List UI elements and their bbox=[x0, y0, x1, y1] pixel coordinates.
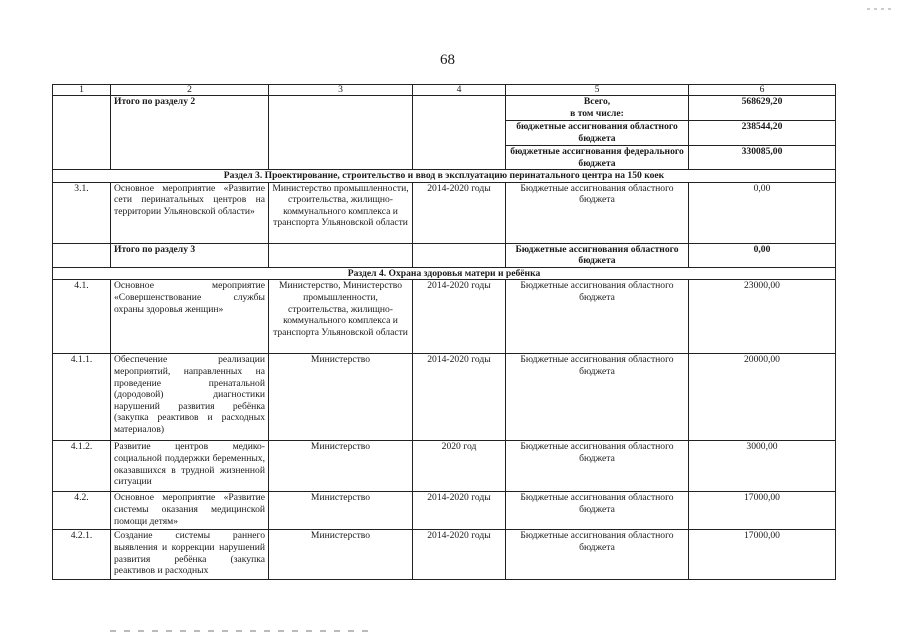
column-number: 6 bbox=[689, 85, 836, 96]
row-activity: Основное мероприятие «Развитие системы оказания медицинской помощи детям» bbox=[111, 492, 269, 530]
table-row bbox=[53, 530, 836, 580]
table-row-total-2 bbox=[53, 96, 836, 170]
row-executor: Министерство bbox=[269, 530, 413, 580]
row-executor: Министерство bbox=[269, 492, 413, 530]
column-number-row bbox=[53, 85, 836, 96]
row-amount: 0,00 bbox=[689, 182, 836, 243]
row-amount: 20000,00 bbox=[689, 354, 836, 441]
total-2-title: Итого по разделу 2 bbox=[111, 96, 269, 170]
scan-artifact bbox=[110, 630, 370, 632]
row-source: Бюджетные ассигнования областного бюджета bbox=[506, 182, 689, 243]
table-row bbox=[53, 280, 836, 354]
budget-table bbox=[52, 84, 836, 580]
row-amount: 3000,00 bbox=[689, 441, 836, 492]
row-period: 2020 год bbox=[413, 441, 506, 492]
column-number: 3 bbox=[269, 85, 413, 96]
row-amount: 23000,00 bbox=[689, 280, 836, 354]
total-2-sources bbox=[506, 96, 689, 170]
section-4-heading-row bbox=[53, 267, 836, 280]
row-amount: 17000,00 bbox=[689, 530, 836, 580]
section-3-heading-row bbox=[53, 170, 836, 183]
row-period: 2014-2020 годы bbox=[413, 492, 506, 530]
row-amount: 17000,00 bbox=[689, 492, 836, 530]
column-number: 2 bbox=[111, 85, 269, 96]
scan-artifact bbox=[867, 8, 893, 10]
row-source: Бюджетные ассигнования областного бюджета bbox=[506, 492, 689, 530]
row-executor: Министерство bbox=[269, 441, 413, 492]
total-2-source-all: Всего, в том числе: bbox=[570, 96, 624, 119]
row-number: 4.2.1. bbox=[53, 530, 111, 580]
total-2-source-regional: бюджетные ассигнования областного бюджета bbox=[506, 120, 688, 145]
row-activity: Основное мероприятие «Совершенствование службы охраны здоровья женщин» bbox=[111, 280, 269, 354]
table-row-total-3 bbox=[53, 243, 836, 267]
column-number: 1 bbox=[53, 85, 111, 96]
page-number: 68 bbox=[440, 52, 455, 68]
row-number: 3.1. bbox=[53, 182, 111, 243]
row-activity: Развитие центров медико-социальной поддержки беременных, оказавшихся в трудной жизненной ситуации bbox=[111, 441, 269, 492]
row-source: Бюджетные ассигнования областного бюджета bbox=[506, 280, 689, 354]
section-4-title: Раздел 4. Охрана здоровья матери и ребёнка bbox=[53, 267, 836, 280]
total-3-title: Итого по разделу 3 bbox=[111, 243, 269, 267]
row-executor: Министерство bbox=[269, 354, 413, 441]
row-number: 4.2. bbox=[53, 492, 111, 530]
row-source: Бюджетные ассигнования областного бюджета bbox=[506, 530, 689, 580]
row-number: 4.1. bbox=[53, 280, 111, 354]
row-source: Бюджетные ассигнования областного бюджета bbox=[506, 354, 689, 441]
column-number: 4 bbox=[413, 85, 506, 96]
total-2-amounts bbox=[689, 96, 836, 170]
row-executor: Министерство, Министерство промышленности, строительства, жилищно-коммунального комплекса и транспорта Ульяновской области bbox=[269, 280, 413, 354]
section-3-title: Раздел 3. Проектирование, строительство и ввод в эксплуатацию перинатального центра на 150 коек bbox=[53, 170, 836, 183]
table-row bbox=[53, 492, 836, 530]
row-period: 2014-2020 годы bbox=[413, 354, 506, 441]
total-2-amount-federal: 330085,00 bbox=[689, 145, 835, 169]
column-number: 5 bbox=[506, 85, 689, 96]
row-activity: Создание системы раннего выявления и коррекции нарушений развития ребёнка (закупка реактивов и расходных bbox=[111, 530, 269, 580]
row-period: 2014-2020 годы bbox=[413, 182, 506, 243]
total-3-source: Бюджетные ассигнования областного бюджета bbox=[506, 243, 689, 267]
row-source: Бюджетные ассигнования областного бюджета bbox=[506, 441, 689, 492]
row-period: 2014-2020 годы bbox=[413, 530, 506, 580]
row-executor: Министерство промышленности, строительства, жилищно-коммунального комплекса и транспорта Ульяновской области bbox=[269, 182, 413, 243]
total-2-amount-all: 568629,20 bbox=[741, 96, 783, 107]
table-row bbox=[53, 182, 836, 243]
total-3-amount: 0,00 bbox=[689, 243, 836, 267]
row-number: 4.1.2. bbox=[53, 441, 111, 492]
total-2-amount-regional: 238544,20 bbox=[689, 120, 835, 145]
total-2-source-federal: бюджетные ассигнования федерального бюджета bbox=[506, 145, 688, 169]
row-period: 2014-2020 годы bbox=[413, 280, 506, 354]
row-activity: Основное мероприятие «Развитие сети перинатальных центров на территории Ульяновской области» bbox=[111, 182, 269, 243]
row-activity: Обеспечение реализации мероприятий, направленных на проведение пренатальной (дородовой) диагностики нарушений развития ребёнка (закупка реактивов и расходных материалов) bbox=[111, 354, 269, 441]
table-row bbox=[53, 441, 836, 492]
table-row bbox=[53, 354, 836, 441]
row-number: 4.1.1. bbox=[53, 354, 111, 441]
